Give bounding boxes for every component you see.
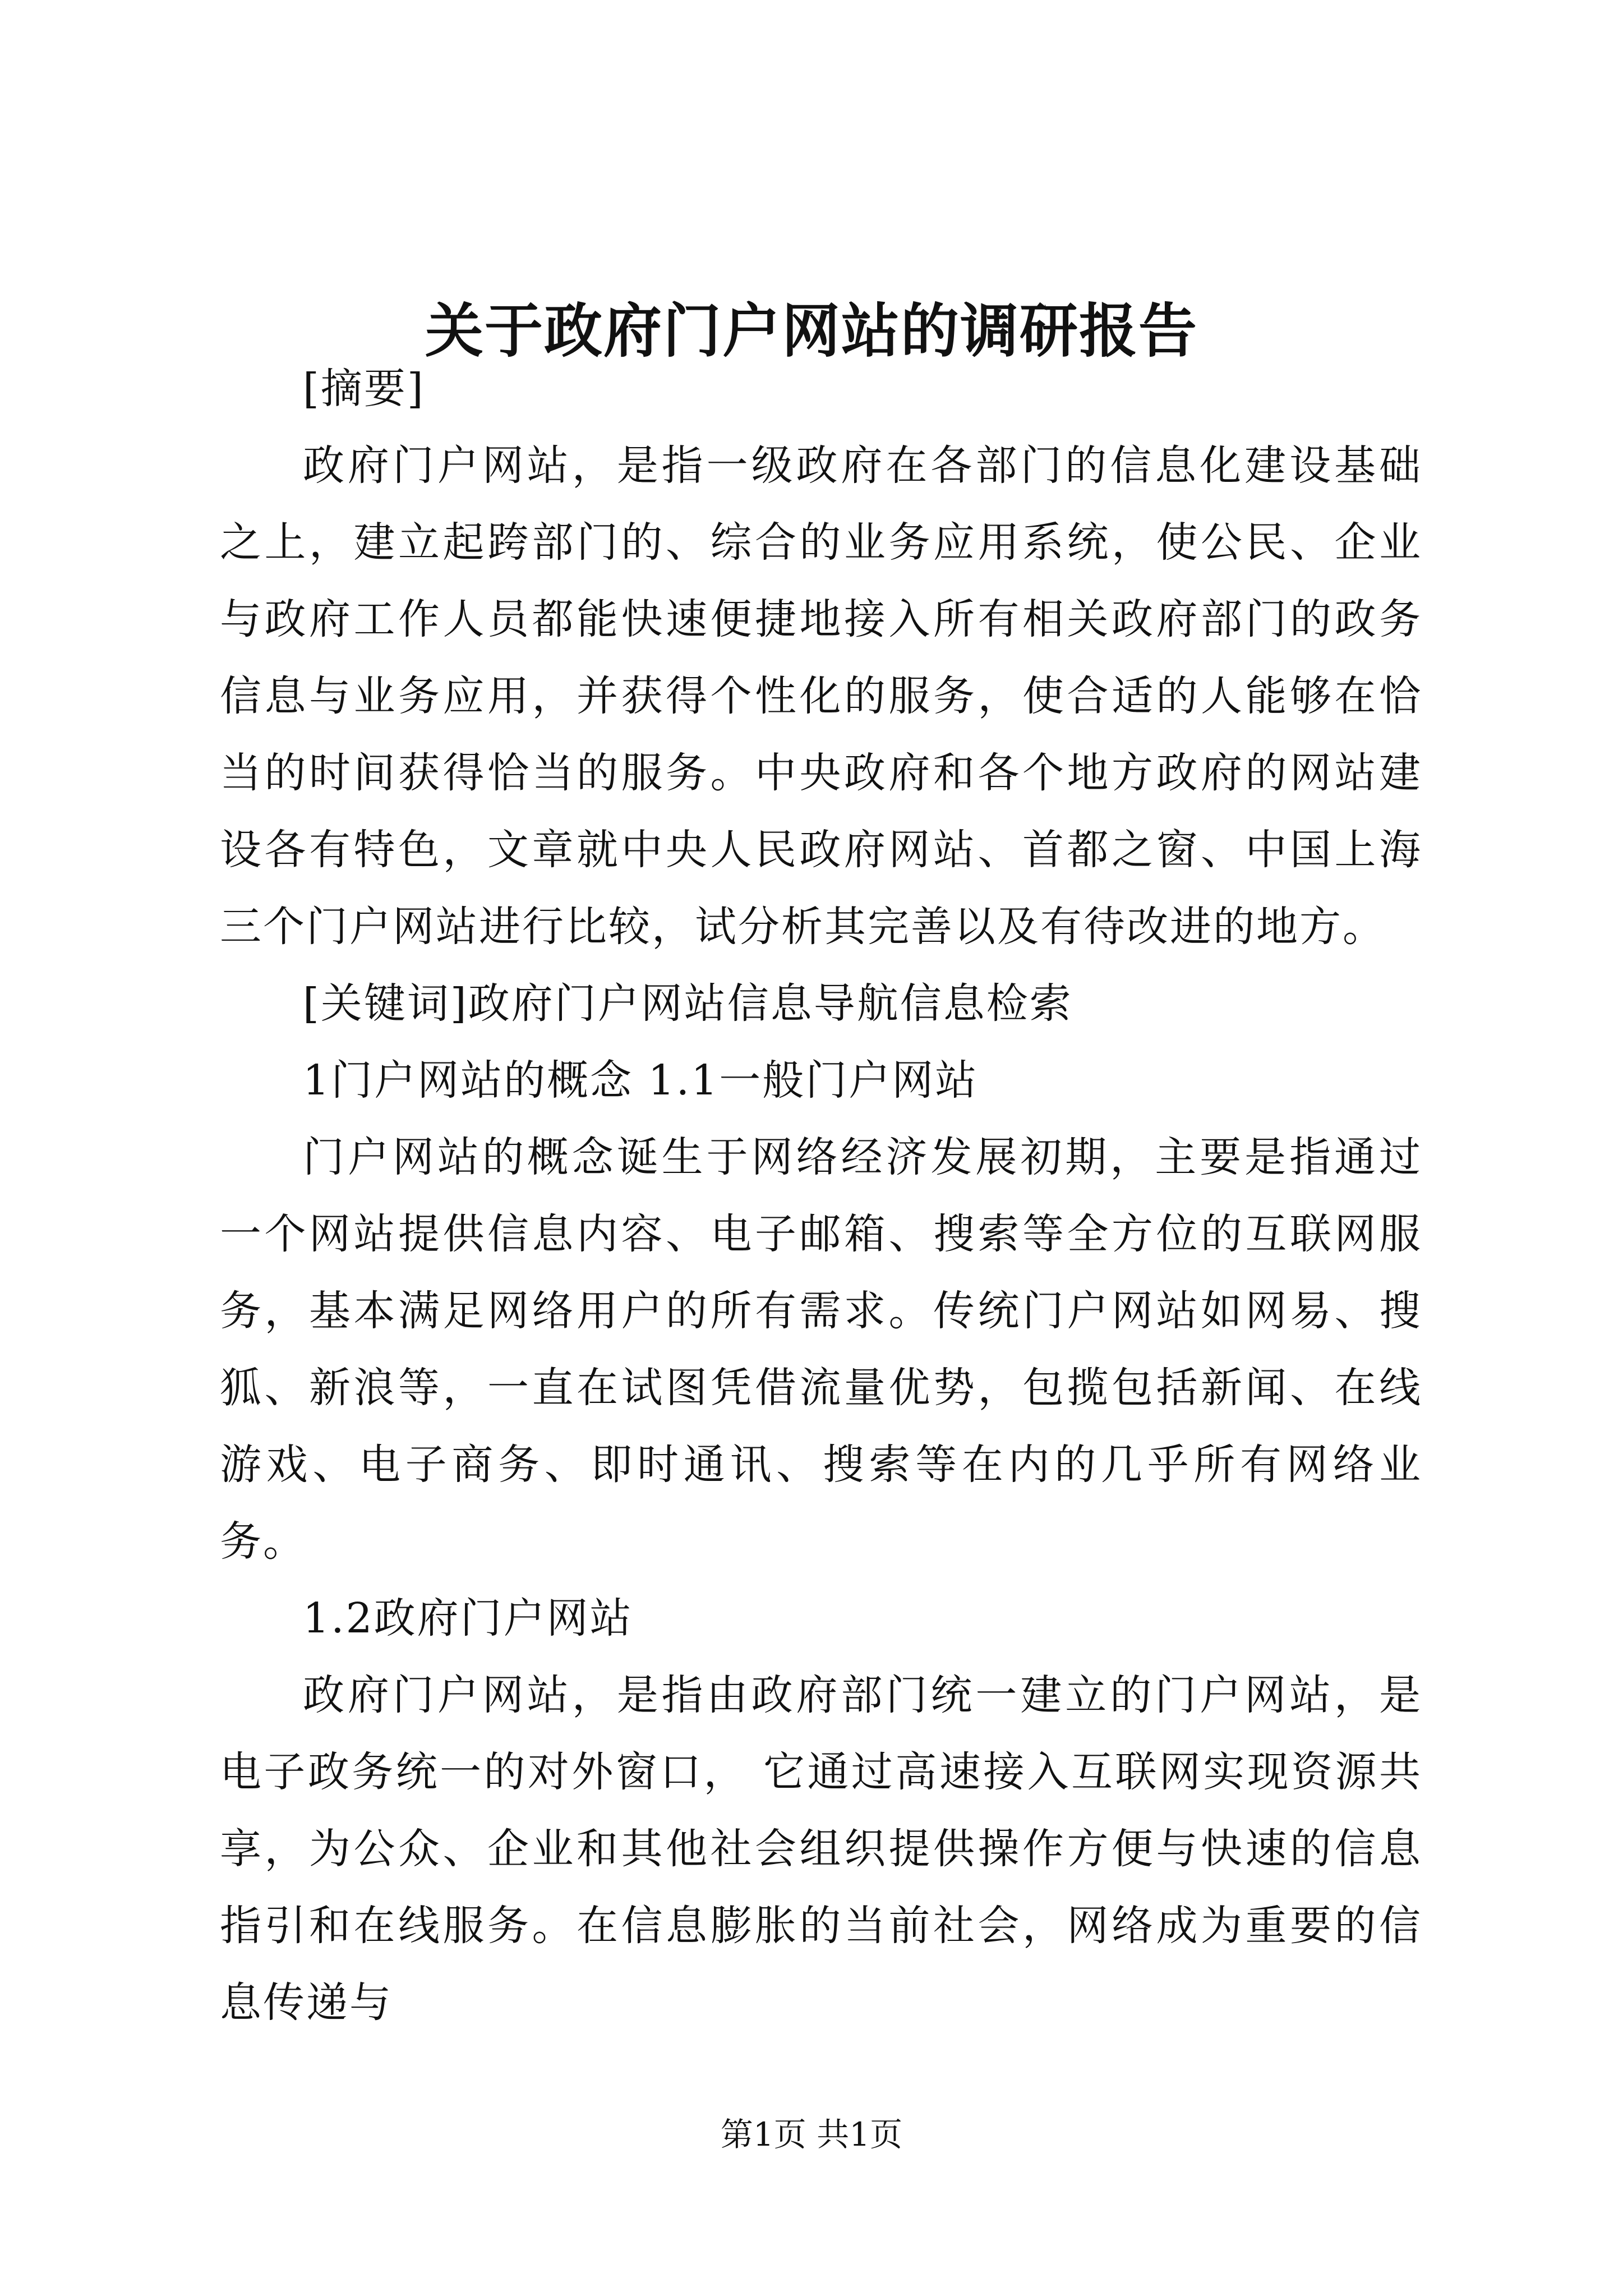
- document-title: 关于政府门户网站的调研报告: [425, 296, 1198, 365]
- section-1-1-paragraph: 门户网站的概念诞生于网络经济发展初期，主要是指通过一个网站提供信息内容、电子邮箱、搜索等全方位的互联网服务，基本满足网络用户的所有需求。传统门户网站如网易、搜狐、新浪等，一直在试图凭借流量优势，包揽包括新闻、在线游戏、电子商务、即时通讯、搜索等在内的几乎所有网络业务。: [220, 1133, 1422, 1566]
- section-1-2-paragraph: 政府门户网站，是指由政府部门统一建立的门户网站，是电子政务统一的对外窗口， 它通过高速接入互联网实现资源共享，为公众、企业和其他社会组织提供操作方便与快速的信息指引和在线服务。在信息膨胀的当前社会，网络成为重要的信息传递与: [220, 1671, 1422, 2027]
- abstract-paragraph: 政府门户网站，是指一级政府在各部门的信息化建设基础之上，建立起跨部门的、综合的业务应用系统，使公民、企业与政府工作人员都能快速便捷地接入所有相关政府部门的政务信息与业务应用，并获得个性化的服务，使合适的人能够在恰当的时间获得恰当的服务。中央政府和各个地方政府的网站建设各有特色，文章就中央人民政府网站、首都之窗、中国上海三个门户网站进行比较，试分析其完善以及有待改进的地方。: [220, 441, 1422, 951]
- page-footer: 第1页 共1页: [720, 2115, 903, 2154]
- section-heading-1-2: 1.2政府门户网站: [303, 1594, 633, 1642]
- document-body: [220, 351, 1422, 2041]
- keywords-line: [关键词]政府门户网站信息导航信息检索: [303, 979, 1073, 1028]
- abstract-heading: [摘要]: [303, 365, 425, 413]
- section-heading-1: 1门户网站的概念 1.1一般门户网站: [303, 1056, 979, 1105]
